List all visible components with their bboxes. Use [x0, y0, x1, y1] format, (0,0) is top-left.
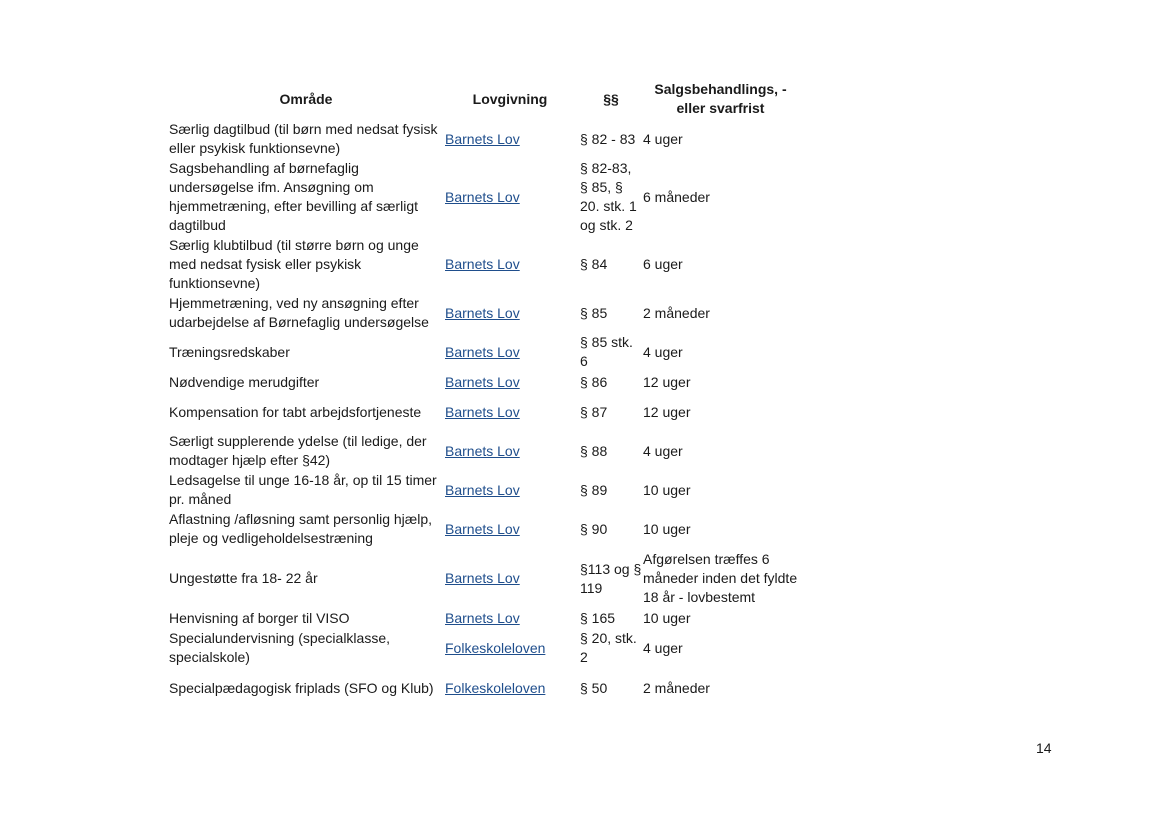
row-area: Nødvendige merudgifter [169, 373, 320, 390]
law-link[interactable]: Barnets Lov [445, 481, 520, 498]
row-paragraph: § 50 [580, 679, 608, 696]
row-law [445, 333, 575, 371]
row-area: Ungestøtte fra 18- 22 år [169, 570, 318, 586]
row-paragraph: § 87 [580, 403, 608, 420]
row-law [445, 393, 575, 431]
table-row [0, 669, 1169, 707]
table-row [0, 372, 1169, 392]
row-area: Ledsagelse til unge 16-18 år, op til 15 timer pr. måned [169, 472, 437, 507]
law-link[interactable]: Barnets Lov [445, 304, 520, 321]
law-link[interactable]: Barnets Lov [445, 188, 520, 205]
table-row [0, 159, 1169, 235]
law-link[interactable]: Barnets Lov [445, 256, 520, 272]
law-link[interactable]: Barnets Lov [445, 130, 520, 147]
law-link[interactable]: Barnets Lov [445, 403, 520, 420]
row-law [445, 372, 575, 392]
table-row [0, 608, 1169, 628]
row-deadline: 6 måneder [643, 188, 710, 205]
row-area: Træningsredskaber [169, 343, 290, 360]
header-paragraphs: §§ [603, 91, 619, 107]
table-header [0, 80, 1169, 118]
law-link[interactable]: Barnets Lov [445, 520, 520, 537]
row-paragraph: § 85 stk. 6 [580, 334, 633, 369]
row-paragraph: §113 og § 119 [580, 560, 642, 596]
table-row [0, 236, 1169, 293]
row-law [445, 471, 575, 509]
row-paragraph: § 84 [580, 256, 608, 272]
row-deadline: 2 måneder [643, 304, 710, 321]
row-area: Aflastning /afløsning samt personlig hjælp, pleje og vedligeholdelsestræning [169, 511, 433, 546]
row-area: Henvisning af borger til VISO [169, 609, 350, 626]
law-link[interactable]: Folkeskoleloven [445, 679, 546, 696]
table-row [0, 432, 1169, 470]
row-deadline: Afgørelsen træffes 6 måneder inden det fyldte 18 år - lovbestemt [643, 551, 798, 605]
law-link[interactable]: Barnets Lov [445, 609, 520, 626]
row-law [445, 432, 575, 470]
law-link[interactable]: Barnets Lov [445, 343, 520, 360]
table-row [0, 393, 1169, 431]
header-legislation: Lovgivning [472, 91, 548, 107]
row-law [445, 120, 575, 158]
row-paragraph: § 90 [580, 520, 608, 537]
row-deadline: 2 måneder [643, 679, 710, 696]
row-law [445, 669, 575, 707]
row-paragraph: § 165 [580, 609, 616, 626]
row-area: Særlig dagtilbud (til børn med nedsat fysisk eller psykisk funktionsevne) [169, 121, 438, 156]
row-law [445, 608, 575, 628]
row-deadline: 12 uger [643, 373, 691, 390]
row-law [445, 294, 575, 332]
row-deadline: 10 uger [643, 481, 691, 498]
row-paragraph: § 88 [580, 442, 608, 459]
row-area: Særlig klubtilbud (til større børn og unge med nedsat fysisk eller psykisk funktionsevne) [169, 237, 419, 291]
law-link[interactable]: Barnets Lov [445, 442, 520, 459]
row-area: Hjemmetræning, ved ny ansøgning efter udarbejdelse af Børnefaglig undersøgelse [169, 295, 429, 330]
table-row [0, 471, 1169, 509]
row-law [445, 550, 575, 607]
row-area: Specialundervisning (specialklasse, specialskole) [169, 630, 391, 665]
table-row [0, 510, 1169, 548]
row-deadline: 4 uger [643, 639, 683, 656]
header-deadline: Salgsbehandlings, -eller svarfrist [654, 81, 787, 116]
row-law [445, 629, 575, 667]
table-row [0, 120, 1169, 158]
row-area: Særligt supplerende ydelse (til ledige, der modtager hjælp efter §42) [169, 433, 427, 468]
row-paragraph: § 85 [580, 304, 608, 321]
row-deadline: 4 uger [643, 343, 683, 360]
row-paragraph: § 89 [580, 481, 608, 498]
law-link[interactable]: Barnets Lov [445, 570, 520, 586]
row-law [445, 159, 575, 235]
row-deadline: 10 uger [643, 609, 691, 626]
row-paragraph: § 20, stk. 2 [580, 630, 637, 665]
row-deadline: 12 uger [643, 403, 691, 420]
row-area: Sagsbehandling af børnefaglig undersøgelse ifm. Ansøgning om hjemmetræning, efter bevilling af særligt dagtilbud [169, 160, 418, 233]
row-area: Specialpædagogisk friplads (SFO og Klub) [169, 679, 434, 696]
row-deadline: 10 uger [643, 520, 691, 537]
row-paragraph: § 86 [580, 373, 608, 390]
law-link[interactable]: Barnets Lov [445, 373, 520, 390]
row-deadline: 6 uger [643, 256, 683, 272]
row-law [445, 510, 575, 548]
row-deadline: 4 uger [643, 442, 683, 459]
table-row [0, 333, 1169, 371]
row-law [445, 236, 575, 293]
row-paragraph: § 82-83, § 85, § 20. stk. 1 og stk. 2 [580, 160, 637, 233]
table-row [0, 550, 1169, 607]
law-link[interactable]: Folkeskoleloven [445, 639, 546, 656]
table-row [0, 629, 1169, 667]
row-deadline: 4 uger [643, 130, 683, 147]
row-paragraph: § 82 - 83 [580, 130, 636, 147]
page-number: 14 [1036, 740, 1052, 756]
header-area: Område [279, 91, 333, 107]
table-row [0, 294, 1169, 332]
row-area: Kompensation for tabt arbejdsfortjeneste [169, 403, 422, 420]
